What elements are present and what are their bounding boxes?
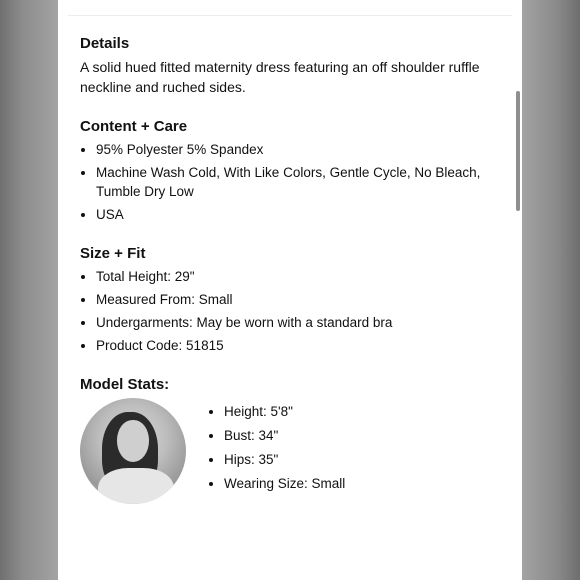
model-photo — [80, 398, 186, 504]
size-fit-list — [80, 267, 500, 355]
scrollbar[interactable] — [516, 91, 520, 211]
details-section — [80, 34, 500, 97]
list-item: 95% Polyester 5% Spandex — [80, 140, 500, 159]
list-item: Machine Wash Cold, With Like Colors, Gentle Cycle, No Bleach, Tumble Dry Low — [80, 163, 500, 201]
list-item: Undergarments: May be worn with a standard bra — [80, 313, 500, 332]
model-body-shape — [98, 468, 174, 504]
top-divider — [68, 15, 512, 16]
list-item: Height: 5'8" — [208, 402, 345, 421]
content-care-list — [80, 140, 500, 224]
list-item: Total Height: 29" — [80, 267, 500, 286]
model-stats-list — [208, 402, 345, 493]
content-care-title: Content + Care — [80, 118, 188, 135]
size-fit-section — [80, 244, 500, 355]
list-item: Product Code: 51815 — [80, 336, 500, 355]
details-title: Details — [80, 35, 130, 52]
list-item: Wearing Size: Small — [208, 474, 345, 493]
model-face-shape — [117, 420, 149, 462]
size-fit-title: Size + Fit — [80, 245, 146, 262]
list-item: Bust: 34" — [208, 426, 345, 445]
product-details-page — [58, 0, 522, 580]
details-description: A solid hued fitted maternity dress featuring an off shoulder ruffle neckline and ruched sides. — [80, 59, 480, 95]
list-item: Hips: 35" — [208, 450, 345, 469]
model-row — [80, 398, 500, 504]
content-care-section — [80, 117, 500, 224]
model-stats-section — [80, 375, 500, 504]
list-item: USA — [80, 205, 500, 224]
list-item: Measured From: Small — [80, 290, 500, 309]
product-info — [80, 34, 500, 524]
model-stats-title: Model Stats: — [80, 376, 170, 393]
model-stats-list-wrap — [208, 402, 345, 498]
